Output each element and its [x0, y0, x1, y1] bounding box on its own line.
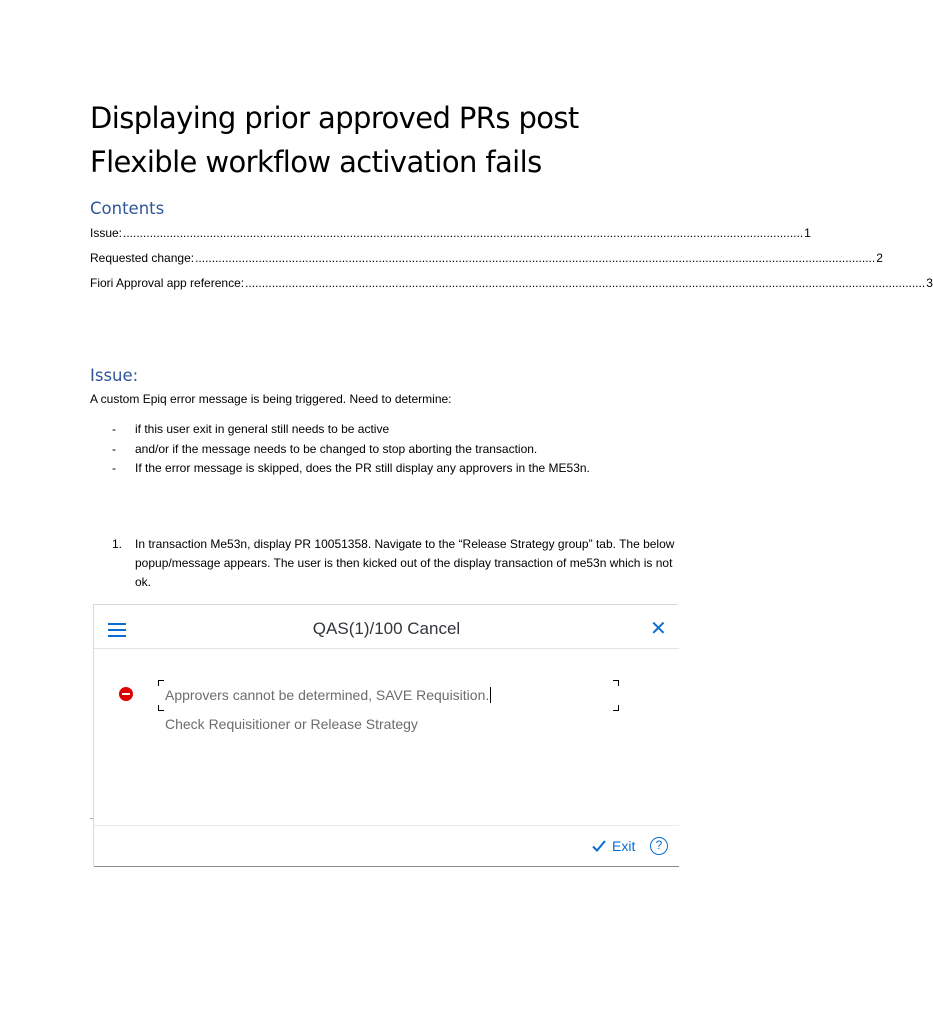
selection-corner	[613, 705, 619, 711]
issue-step-list	[112, 535, 677, 592]
toc-entry-page: 1	[804, 226, 811, 240]
error-message-text: Approvers cannot be determined, SAVE Requisition.	[165, 687, 490, 703]
error-message-line-1	[165, 687, 491, 703]
step-text: In transaction Me53n, display PR 10051358. Navigate to the “Release Strategy group” tab. The below popup/message appears. The user is then kicked out of the display transaction of me53n which is not ok.	[135, 537, 675, 589]
selection-corner	[158, 680, 164, 686]
toc-entry-label: Issue:	[90, 226, 123, 240]
toc-leader-dots: ............................................................................................................................................................................................................	[123, 226, 804, 240]
list-item	[112, 440, 672, 460]
dialog-header	[94, 605, 679, 649]
bullet-text: If the error message is skipped, does the PR still display any approvers in the ME53n.	[135, 461, 590, 475]
checkmark-icon	[591, 838, 607, 854]
toc-leader-dots: ............................................................................................................................................................................................................	[245, 276, 926, 290]
help-icon[interactable]: ?	[650, 837, 668, 855]
bullet-dash: -	[112, 441, 116, 456]
error-message-line-2: Check Requisitioner or Release Strategy	[165, 716, 418, 732]
bullet-dash: -	[112, 422, 116, 436]
selection-corner	[613, 680, 619, 686]
dialog-body	[94, 650, 679, 825]
error-stop-icon	[119, 687, 133, 701]
list-item	[112, 459, 672, 479]
issue-intro: A custom Epiq error message is being triggered. Need to determine:	[90, 392, 452, 406]
document-title: Displaying prior approved PRs post Flexible workflow activation fails	[90, 101, 579, 179]
list-item	[112, 420, 672, 440]
error-dialog-screenshot	[93, 604, 678, 866]
toc-entry-issue[interactable]	[90, 225, 811, 250]
toc-entry-requested-change[interactable]	[90, 250, 883, 275]
issue-bullet-list	[112, 420, 672, 479]
toc-entry-label: Requested change:	[90, 251, 195, 265]
table-of-contents	[90, 225, 933, 300]
selection-corner	[158, 705, 164, 711]
bullet-text: if this user exit in general still needs to be active	[135, 422, 390, 436]
toc-entry-page: 3	[926, 276, 933, 290]
toc-entry-page: 2	[876, 251, 883, 265]
dialog-footer	[94, 825, 679, 867]
toc-leader-dots: ............................................................................................................................................................................................................	[195, 251, 876, 265]
close-icon[interactable]: ✕	[650, 616, 667, 640]
dialog-title: QAS(1)/100 Cancel	[312, 619, 461, 638]
exit-button-label: Exit	[612, 838, 636, 854]
issue-heading: Issue:	[90, 366, 139, 385]
list-item	[112, 535, 677, 592]
exit-button[interactable]	[591, 836, 635, 856]
toc-heading: Contents	[90, 199, 165, 218]
step-number: 1.	[112, 537, 123, 551]
text-caret	[490, 687, 491, 703]
bullet-dash: -	[112, 461, 116, 475]
bullet-text: and/or if the message needs to be changed to stop aborting the transaction.	[135, 441, 538, 456]
toc-entry-fiori-reference[interactable]	[90, 275, 933, 300]
toc-entry-label: Fiori Approval app reference:	[90, 276, 245, 290]
